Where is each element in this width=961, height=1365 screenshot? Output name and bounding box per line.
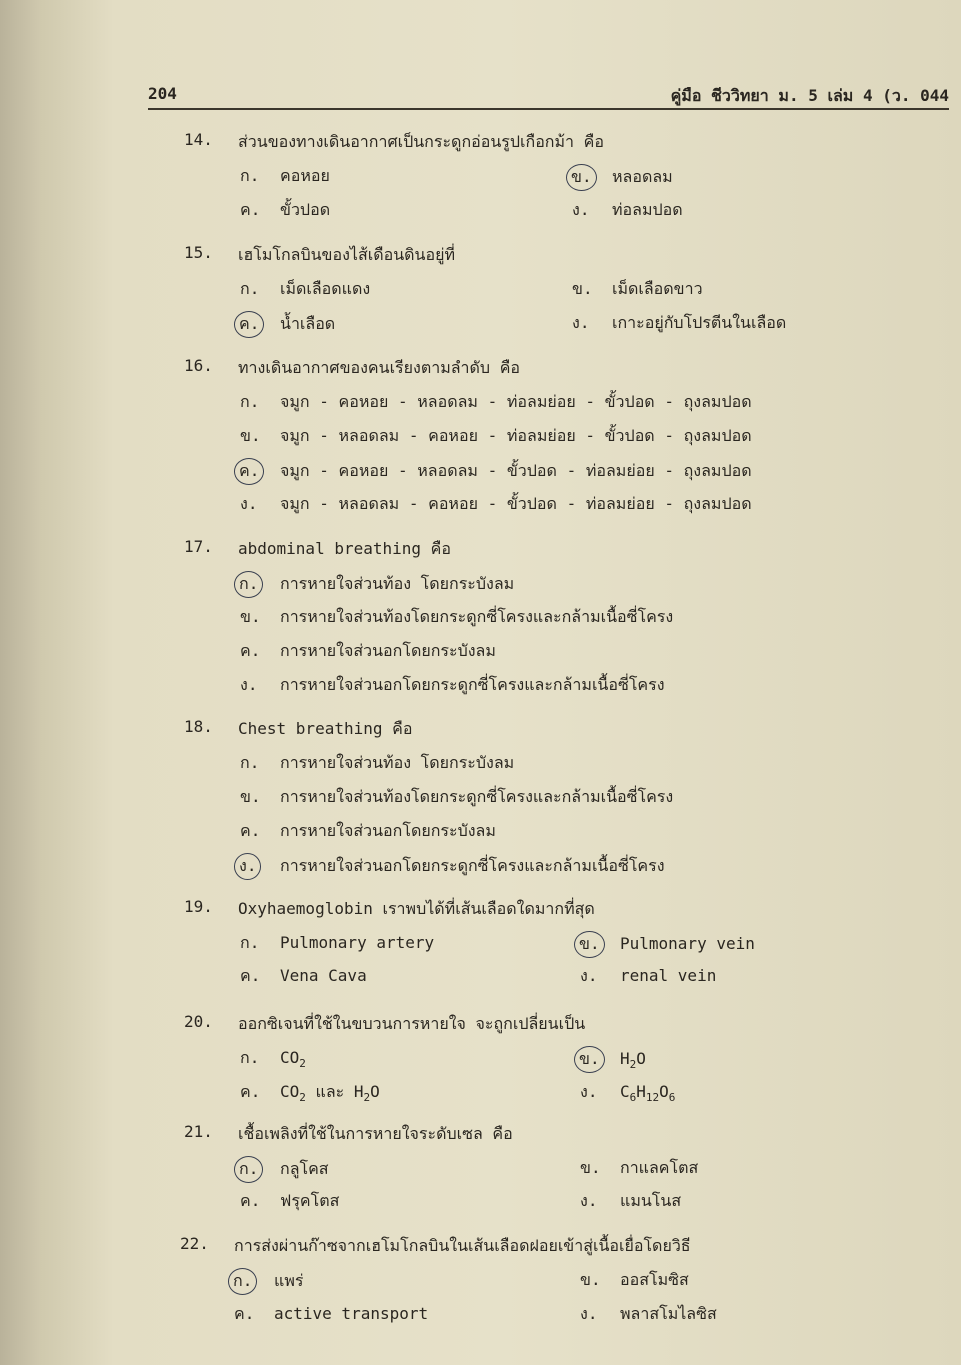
option-d: ง. $C_6H_{12}O_6$: [580, 1082, 676, 1105]
answer-circle: ค.: [234, 311, 264, 338]
answer-circle: ข.: [574, 1046, 605, 1073]
option-c: ค. ฟรุคโตส: [240, 1191, 340, 1210]
answer-circle: ก.: [228, 1268, 257, 1295]
option-c: ค. ขั้วปอด: [240, 200, 331, 219]
option-d: ง. จมูก - หลอดลม - คอหอย - ขั้วปอด - ท่อลมย่อย - ถุงลมปอด: [240, 494, 752, 513]
option-d: ง. แมนโนส: [580, 1191, 682, 1210]
option-b: ข. กาแลคโตส: [580, 1158, 699, 1177]
option-a: ก. $CO_2$: [240, 1048, 306, 1071]
answer-circle: ง.: [234, 853, 261, 880]
question-number: 15.: [184, 243, 213, 262]
question-text: Oxyhaemoglobin เราพบได้ที่เส้นเลือดใดมากที่สุด: [238, 899, 595, 918]
question-number: 22.: [180, 1234, 209, 1253]
question-number: 20.: [184, 1012, 213, 1031]
option-b: ข. การหายใจส่วนท้องโดยกระดูกซี่โครงและกล้ามเนื้อซี่โครง: [240, 787, 674, 806]
question-number: 16.: [184, 356, 213, 375]
question-text: การส่งผ่านก๊าซจากเฮโมโกลบินในเส้นเลือดฝอยเข้าสู่เนื้อเยื่อโดยวิธี: [234, 1236, 691, 1255]
option-a: ก. คอหอย: [240, 166, 330, 185]
option-b: ข. จมูก - หลอดลม - คอหอย - ท่อลมย่อย - ขั้วปอด - ถุงลมปอด: [240, 426, 752, 445]
option-c: ค. การหายใจส่วนอกโดยกระบังลม: [240, 821, 496, 840]
option-b: ข. $H_2O$: [580, 1046, 646, 1073]
option-c: ค. น้ำเลือด: [240, 311, 335, 338]
question-number: 14.: [184, 130, 213, 149]
option-d: ง. พลาสโมไลซิส: [580, 1304, 717, 1323]
option-a: ก. แพร่: [234, 1268, 303, 1295]
question-text: เฮโมโกลบินของไส้เดือนดินอยู่ที่: [238, 245, 455, 264]
option-b: ข. เม็ดเลือดขาว: [572, 279, 703, 298]
question-number: 19.: [184, 897, 213, 916]
answer-circle: ก.: [234, 1156, 263, 1183]
option-a: ก. จมูก - คอหอย - หลอดลม - ท่อลมย่อย - ขั้วปอด - ถุงลมปอด: [240, 392, 752, 411]
question-text: abdominal breathing คือ: [238, 539, 451, 558]
option-a: ก. กลูโคส: [240, 1156, 329, 1183]
question-text: ทางเดินอากาศของคนเรียงตามลำดับ คือ: [238, 358, 521, 377]
option-c: ค. จมูก - คอหอย - หลอดลม - ขั้วปอด - ท่อลมย่อย - ถุงลมปอด: [240, 458, 752, 485]
answer-circle: ข.: [566, 164, 597, 191]
option-d: ง. ท่อลมปอด: [572, 200, 683, 219]
question-text: เชื้อเพลิงที่ใช้ในการหายใจระดับเซล คือ: [238, 1124, 513, 1143]
option-b: ข. หลอดลม: [572, 164, 673, 191]
answer-circle: ก.: [234, 571, 263, 598]
option-c: ค. active transport: [234, 1304, 429, 1323]
option-d: ง. การหายใจส่วนอกโดยกระดูกซี่โครงและกล้ามเนื้อซี่โครง: [240, 675, 665, 694]
option-b: ข. Pulmonary vein: [580, 931, 755, 958]
question-number: 18.: [184, 717, 213, 736]
option-b: ข. การหายใจส่วนท้องโดยกระดูกซี่โครงและกล้ามเนื้อซี่โครง: [240, 607, 674, 626]
option-b: ข. ออสโมซิส: [580, 1270, 689, 1289]
question-text: Chest breathing คือ: [238, 719, 413, 738]
page-header: [148, 82, 949, 110]
option-c: ค. การหายใจส่วนอกโดยกระบังลม: [240, 641, 496, 660]
question-number: 21.: [184, 1122, 213, 1141]
question-number: 17.: [184, 537, 213, 556]
option-d: ง. การหายใจส่วนอกโดยกระดูกซี่โครงและกล้ามเนื้อซี่โครง: [240, 853, 665, 880]
option-c: ค. $CO_2$ และ $H_2O$: [240, 1082, 380, 1105]
answer-circle: ค.: [234, 458, 264, 485]
option-d: ง. renal vein: [580, 966, 717, 985]
question-text: ออกซิเจนที่ใช้ในขบวนการหายใจ จะถูกเปลี่ยนเป็น: [238, 1014, 586, 1033]
option-c: ค. Vena Cava: [240, 966, 367, 985]
option-d: ง. เกาะอยู่กับโปรตีนในเลือด: [572, 313, 787, 332]
answer-circle: ข.: [574, 931, 605, 958]
book-title: คู่มือ ชีววิทยา ม. 5 เล่ม 4 (ว. 044: [670, 86, 949, 105]
page-number: 204: [148, 84, 177, 103]
option-a: ก. เม็ดเลือดแดง: [240, 279, 371, 298]
book-binding-edge: [0, 0, 40, 1365]
question-text: ส่วนของทางเดินอากาศเป็นกระดูกอ่อนรูปเกือกม้า คือ: [238, 132, 604, 151]
option-a: ก. การหายใจส่วนท้อง โดยกระบังลม: [240, 571, 514, 598]
option-a: ก. Pulmonary artery: [240, 933, 435, 952]
option-a: ก. การหายใจส่วนท้อง โดยกระบังลม: [240, 753, 515, 772]
